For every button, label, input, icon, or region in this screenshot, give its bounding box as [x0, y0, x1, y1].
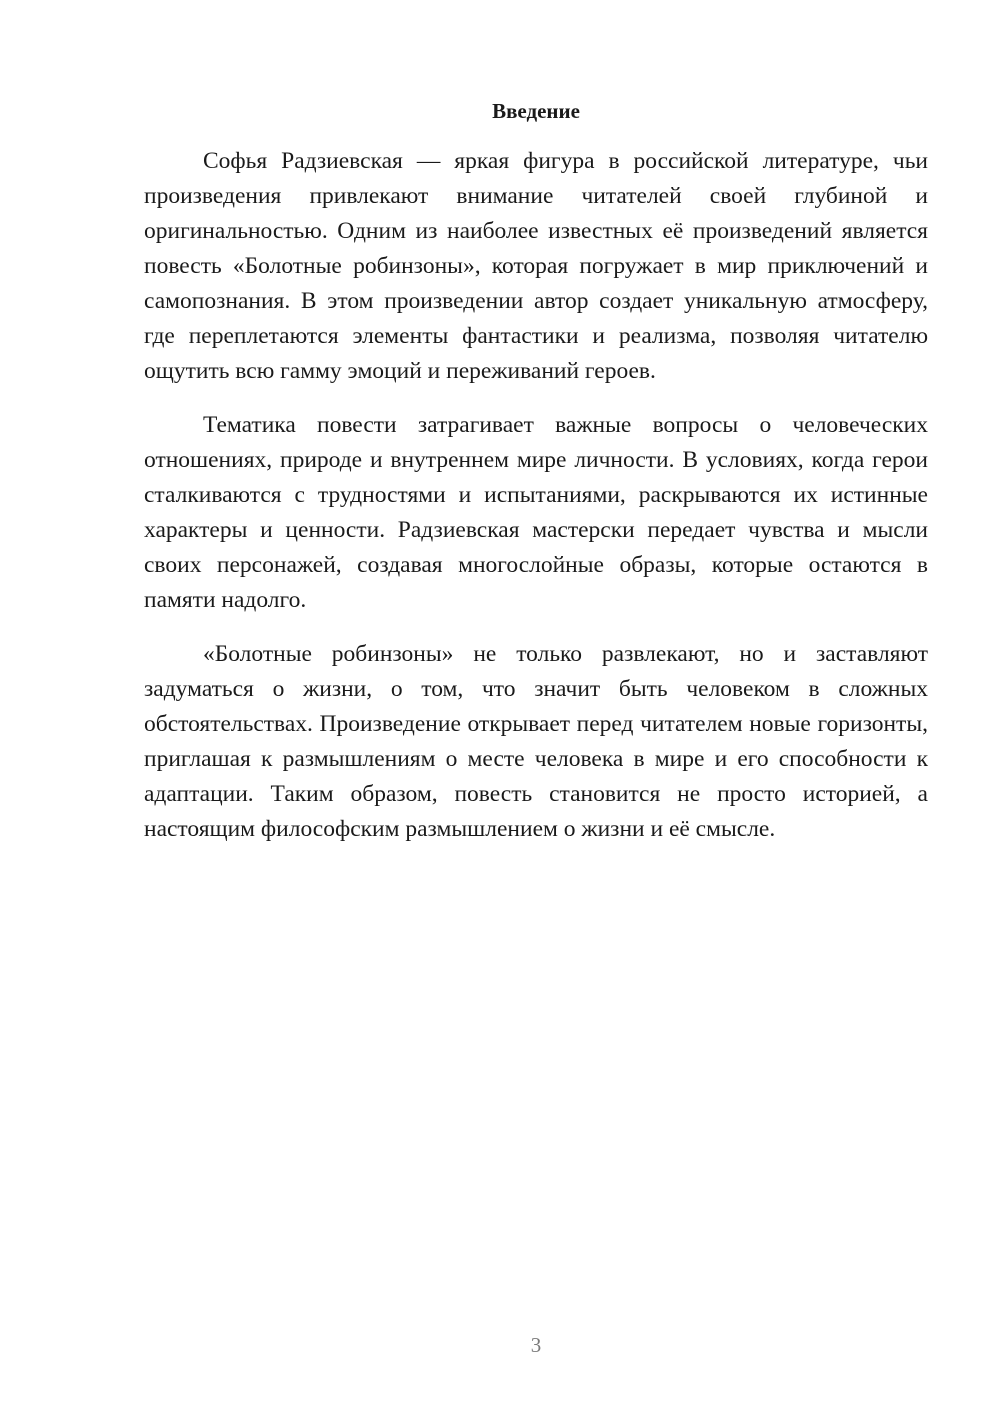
- page-number: 3: [530, 1333, 542, 1357]
- paragraph-1: Софья Радзиевская — яркая фигура в российской литературе, чьи произведения привлекают внимание читателей своей глубиной и оригинальностью. Одним из наиболее известных её произведений является повесть «Болотные робинзоны», которая погружает в мир приключений и самопознания. В этом произведении автор создает уникальную атмосферу, где переплетаются элементы фантастики и реализма, позволяя читателю ощутить всю гамму эмоций и переживаний героев.: [144, 148, 928, 384]
- body-text: [144, 144, 928, 866]
- paragraph-2: Тематика повести затрагивает важные вопросы о человеческих отношениях, природе и внутреннем мире личности. В условиях, когда герои сталкиваются с трудностями и испытаниями, раскрываются их истинные характеры и ценности. Радзиевская мастерски передает чувства и мысли своих персонажей, создавая многослойные образы, которые остаются в памяти надолго.: [144, 412, 928, 613]
- paragraph-3: «Болотные робинзоны» не только развлекают, но и заставляют задуматься о жизни, о том, что значит быть человеком в сложных обстоятельствах. Произведение открывает перед читателем новые горизонты, приглашая к размышлениям о месте человека в мире и его способности к адаптации. Таким образом, повесть становится не просто историей, а настоящим философским размышлением о жизни и её смысле.: [144, 641, 928, 842]
- page-title: Введение: [492, 99, 580, 123]
